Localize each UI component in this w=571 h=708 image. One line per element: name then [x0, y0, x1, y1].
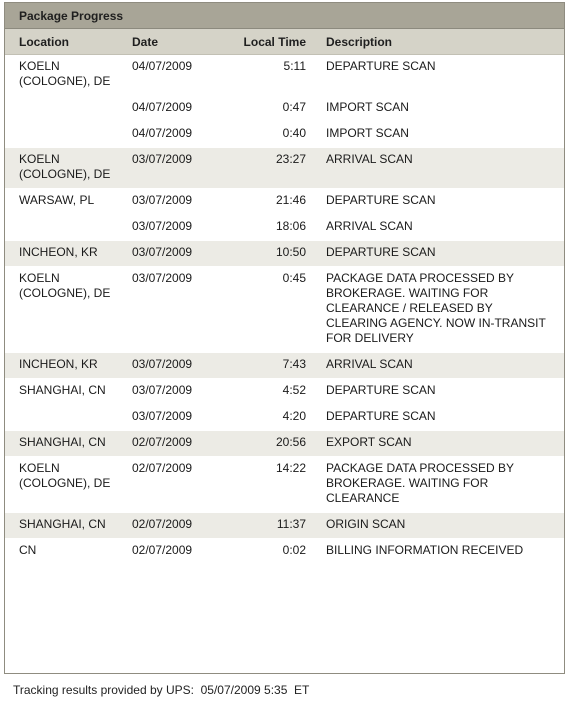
column-header-local-time: Local Time	[220, 29, 312, 55]
cell-date: 03/07/2009	[124, 241, 220, 267]
cell-local-time: 0:02	[220, 539, 312, 565]
cell-local-time: 0:45	[220, 267, 312, 353]
cell-location: INCHEON, KR	[5, 241, 124, 267]
cell-date: 03/07/2009	[124, 215, 220, 241]
cell-local-time: 18:06	[220, 215, 312, 241]
table-row	[5, 122, 564, 148]
cell-description: EXPORT SCAN	[312, 431, 564, 457]
cell-date: 02/07/2009	[124, 513, 220, 539]
cell-description: PACKAGE DATA PROCESSED BY BROKERAGE. WAITING FOR CLEARANCE / RELEASED BY CLEARING AGENCY. NOW IN-TRANSIT FOR DELIVERY	[312, 267, 564, 353]
table-row	[5, 457, 564, 513]
cell-date: 03/07/2009	[124, 148, 220, 189]
cell-description: DEPARTURE SCAN	[312, 241, 564, 267]
table-row	[5, 379, 564, 405]
cell-local-time: 11:37	[220, 513, 312, 539]
cell-description: ARRIVAL SCAN	[312, 215, 564, 241]
cell-location: INCHEON, KR	[5, 353, 124, 379]
column-header-location: Location	[5, 29, 124, 55]
cell-date: 03/07/2009	[124, 379, 220, 405]
cell-date: 02/07/2009	[124, 431, 220, 457]
cell-location: SHANGHAI, CN	[5, 513, 124, 539]
cell-date: 03/07/2009	[124, 353, 220, 379]
table-row	[5, 267, 564, 353]
table-row	[5, 241, 564, 267]
package-progress-panel	[4, 2, 565, 674]
cell-local-time: 7:43	[220, 353, 312, 379]
cell-location: KOELN (COLOGNE), DE	[5, 55, 124, 96]
table-row	[5, 405, 564, 431]
cell-description: DEPARTURE SCAN	[312, 405, 564, 431]
cell-local-time: 5:11	[220, 55, 312, 96]
cell-location: SHANGHAI, CN	[5, 379, 124, 405]
table-row	[5, 513, 564, 539]
cell-description: IMPORT SCAN	[312, 96, 564, 122]
cell-location: KOELN (COLOGNE), DE	[5, 148, 124, 189]
cell-local-time: 4:20	[220, 405, 312, 431]
header-row	[5, 29, 564, 55]
progress-table	[5, 29, 564, 564]
cell-location: KOELN (COLOGNE), DE	[5, 457, 124, 513]
cell-date: 03/07/2009	[124, 405, 220, 431]
cell-description: ORIGIN SCAN	[312, 513, 564, 539]
cell-description: BILLING INFORMATION RECEIVED	[312, 539, 564, 565]
table-row	[5, 189, 564, 215]
cell-description: ARRIVAL SCAN	[312, 148, 564, 189]
column-header-date: Date	[124, 29, 220, 55]
cell-description: DEPARTURE SCAN	[312, 55, 564, 96]
table-row	[5, 353, 564, 379]
cell-local-time: 10:50	[220, 241, 312, 267]
cell-local-time: 21:46	[220, 189, 312, 215]
cell-date: 02/07/2009	[124, 539, 220, 565]
cell-local-time: 20:56	[220, 431, 312, 457]
cell-date: 04/07/2009	[124, 55, 220, 96]
table-row	[5, 431, 564, 457]
table-row	[5, 148, 564, 189]
cell-location	[5, 405, 124, 431]
column-header-description: Description	[312, 29, 564, 55]
cell-description: ARRIVAL SCAN	[312, 353, 564, 379]
table-row	[5, 539, 564, 565]
cell-location	[5, 96, 124, 122]
panel-title: Package Progress	[5, 3, 564, 29]
cell-description: IMPORT SCAN	[312, 122, 564, 148]
cell-local-time: 14:22	[220, 457, 312, 513]
table-row	[5, 96, 564, 122]
cell-description: DEPARTURE SCAN	[312, 189, 564, 215]
cell-local-time: 23:27	[220, 148, 312, 189]
cell-location: SHANGHAI, CN	[5, 431, 124, 457]
cell-local-time: 0:47	[220, 96, 312, 122]
cell-date: 02/07/2009	[124, 457, 220, 513]
cell-location	[5, 215, 124, 241]
cell-date: 03/07/2009	[124, 189, 220, 215]
cell-local-time: 0:40	[220, 122, 312, 148]
cell-location: WARSAW, PL	[5, 189, 124, 215]
table-body	[5, 55, 564, 565]
cell-date: 04/07/2009	[124, 96, 220, 122]
cell-date: 03/07/2009	[124, 267, 220, 353]
cell-location	[5, 122, 124, 148]
table-row	[5, 215, 564, 241]
cell-date: 04/07/2009	[124, 122, 220, 148]
cell-location: KOELN (COLOGNE), DE	[5, 267, 124, 353]
table-header	[5, 29, 564, 55]
cell-description: PACKAGE DATA PROCESSED BY BROKERAGE. WAITING FOR CLEARANCE	[312, 457, 564, 513]
cell-location: CN	[5, 539, 124, 565]
cell-description: DEPARTURE SCAN	[312, 379, 564, 405]
table-row	[5, 55, 564, 96]
cell-local-time: 4:52	[220, 379, 312, 405]
tracking-footer-text: Tracking results provided by UPS: 05/07/2009 5:35 ET	[13, 683, 310, 697]
